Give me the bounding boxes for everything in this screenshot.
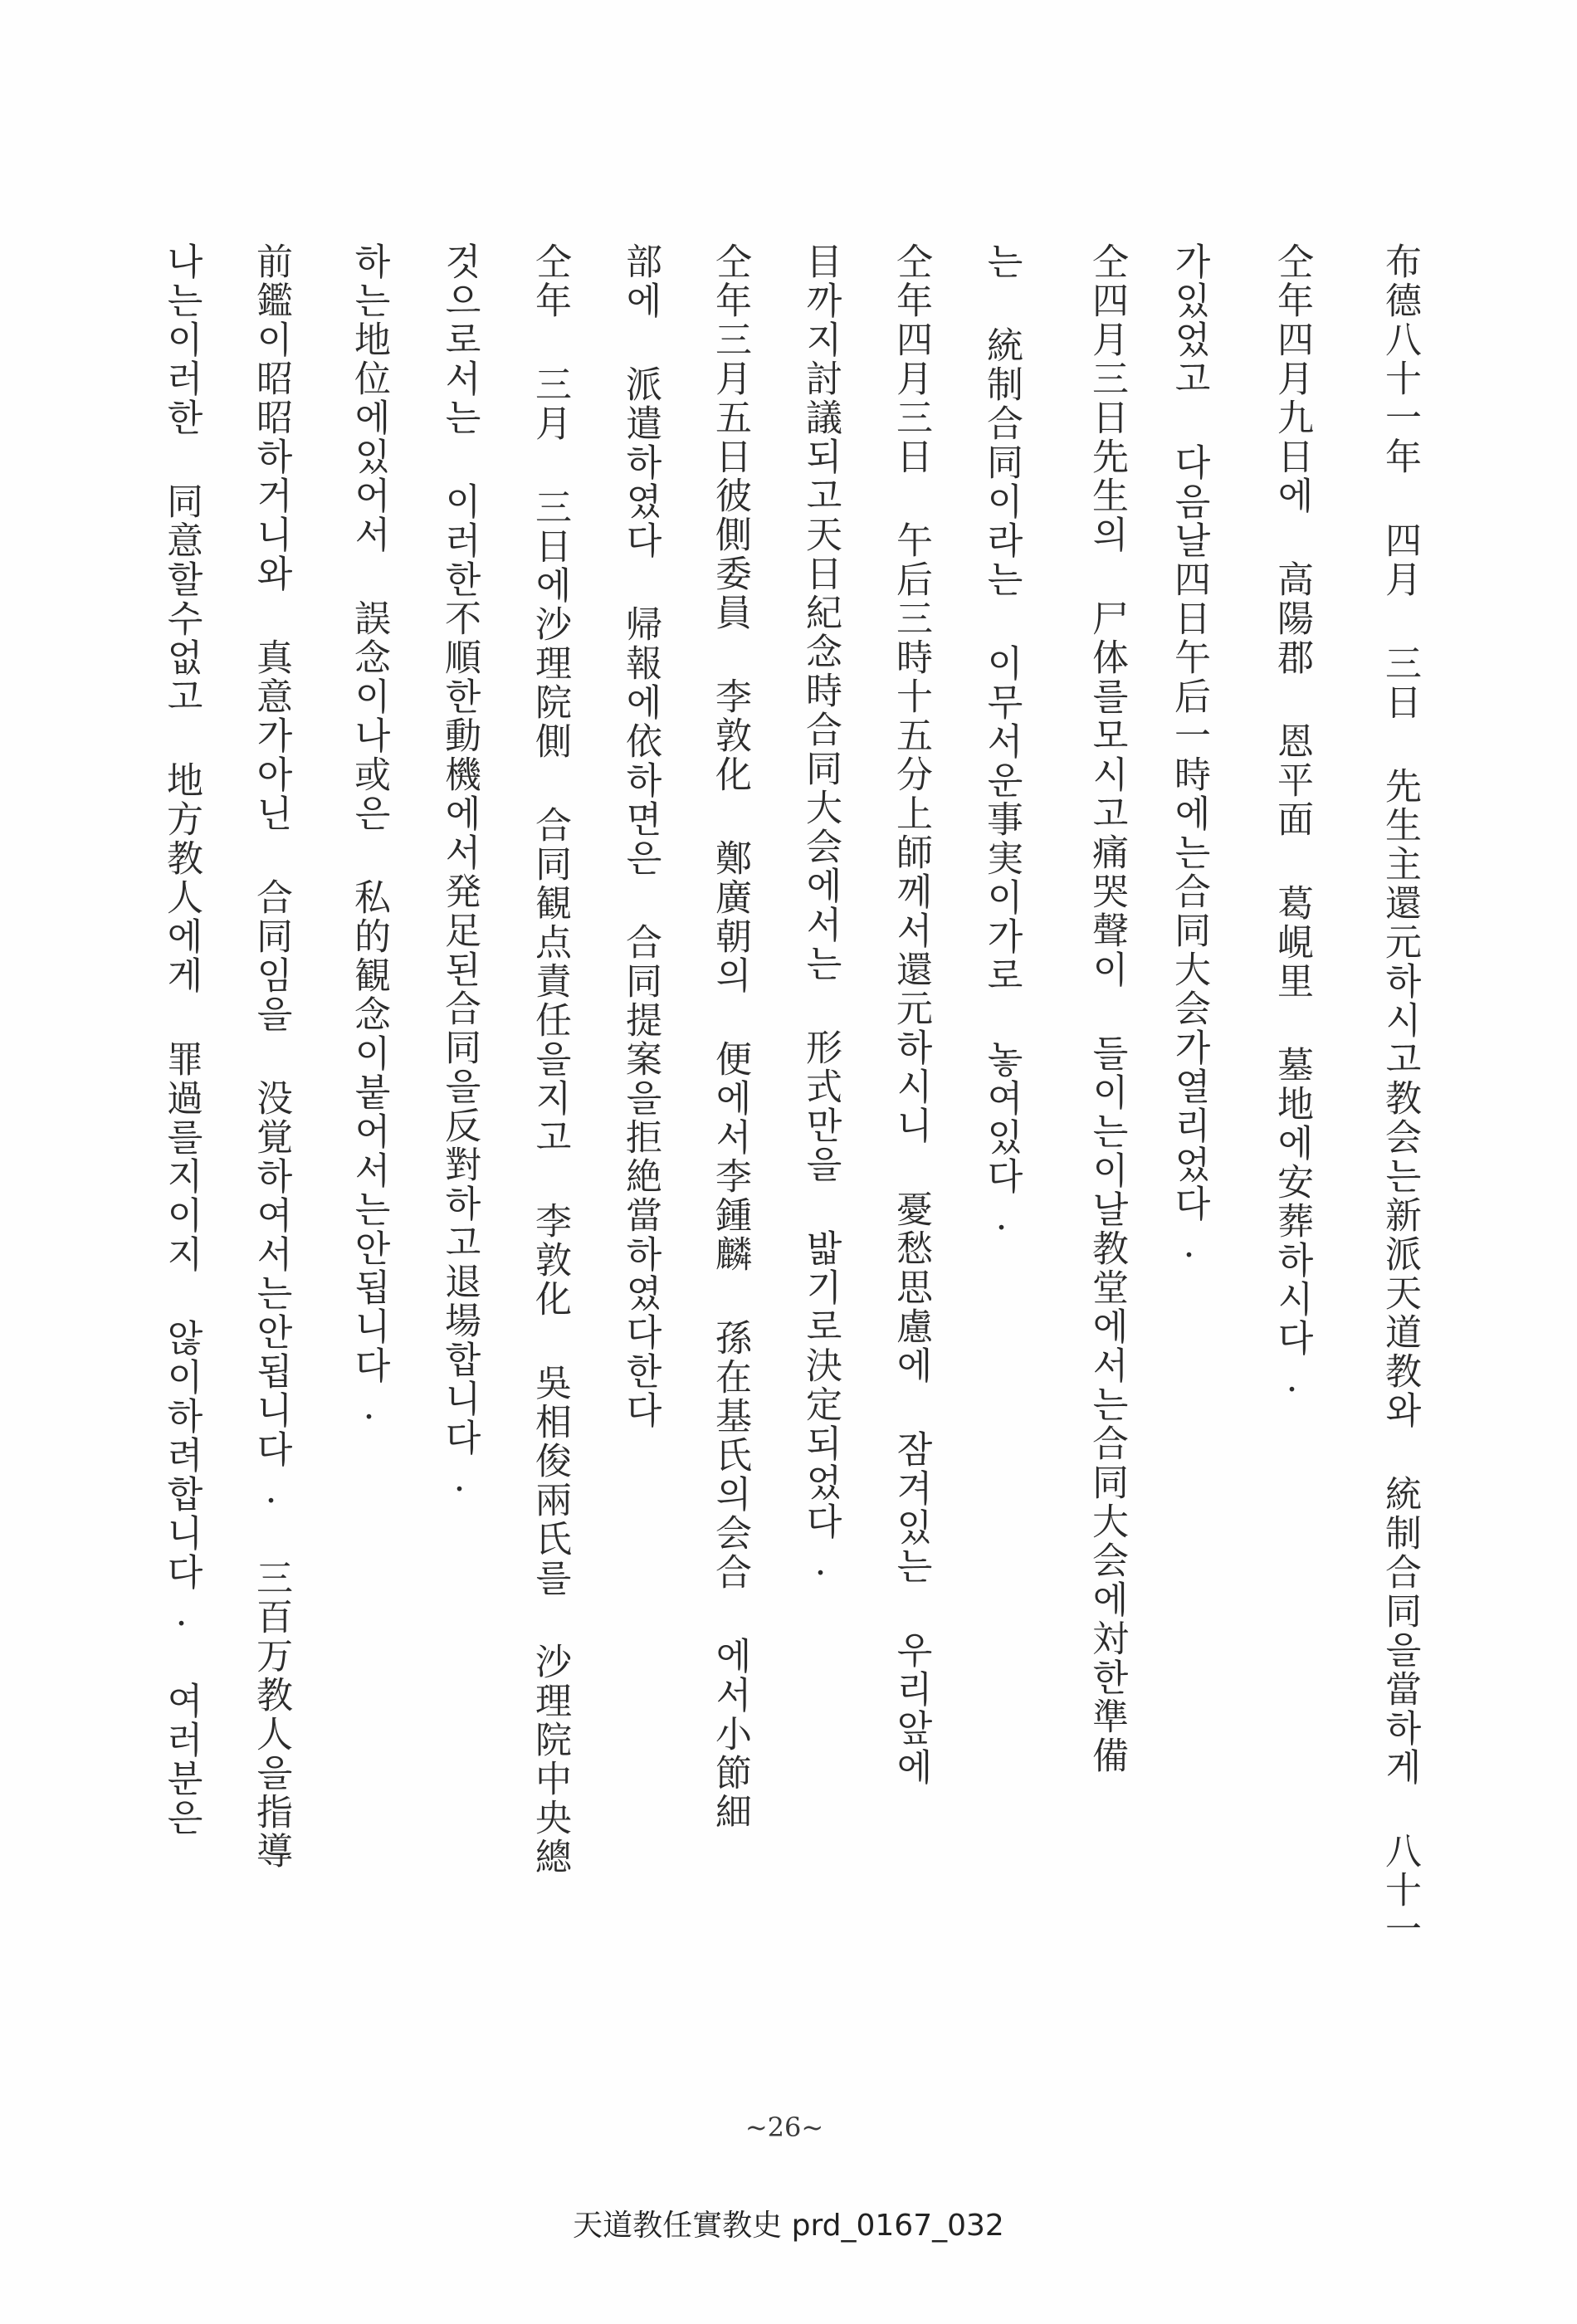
text-column-1: 布德八十一年 四月 三日 先生主還元하시고教会는新派天道教와 統制合同을當하게 八十一 — [1379, 242, 1421, 1949]
text-column-12: 하는地位에있어서 誤念이나或은 私的観念이붙어서는안됩니다. — [348, 242, 390, 1430]
page-number: ~26~ — [745, 2112, 824, 2143]
text-column-3: 가있었고 다음날四日午后一時에는合同大会가열리었다. — [1168, 242, 1210, 1268]
text-column-10: 仝年 三月 三日에沙理院側 合同観点責任을지고 李敦化 吳相俊兩氏를 沙理院中央總 — [529, 242, 571, 1877]
text-column-8: 仝年三月五日彼側委員 李敦化 鄭廣朝의 便에서李鍾麟 孫在基氏의会合 에서小節細 — [709, 242, 751, 1832]
text-column-13: 前鑑이昭昭하거니와 真意가아닌 合同임을 没覚하여서는안됩니다. 三百万教人을指導 — [250, 242, 292, 1871]
text-column-2: 仝年四月九日에 高陽郡 恩平面 葛峴里 墓地에安葬하시다. — [1271, 242, 1313, 1403]
text-column-7: 目까지討議되고天日紀念時合同大会에서는 形式만을 밟기로決定되었다. — [799, 242, 842, 1586]
text-column-5: 는 統制合同이라는 이무서운事実이가로 놓여있다. — [980, 242, 1023, 1241]
document-caption: 天道教任實教史 prd_0167_032 — [573, 2209, 1004, 2243]
text-column-14: 나는이러한 同意할수없고 地方教人에게 罪過를지이지 않이하려합니다. 여러분은 — [160, 242, 203, 1838]
text-column-6: 仝年四月三日 午后三時十五分上師께서還元하시니 憂愁思慮에 잠겨있는 우리앞에 — [890, 242, 932, 1787]
text-column-4: 仝四月三日先生의 尸体를모시고痛哭聲이 들이는이날教堂에서는合同大会에対한準備 — [1086, 242, 1128, 1775]
text-column-9: 部에 派遣하였다 帰報에依하면은 合同提案을拒絶當하였다한다 — [619, 242, 662, 1430]
text-column-11: 것으로서는 이러한不順한動機에서発足된合同을反對하고退場합니다. — [438, 242, 481, 1502]
